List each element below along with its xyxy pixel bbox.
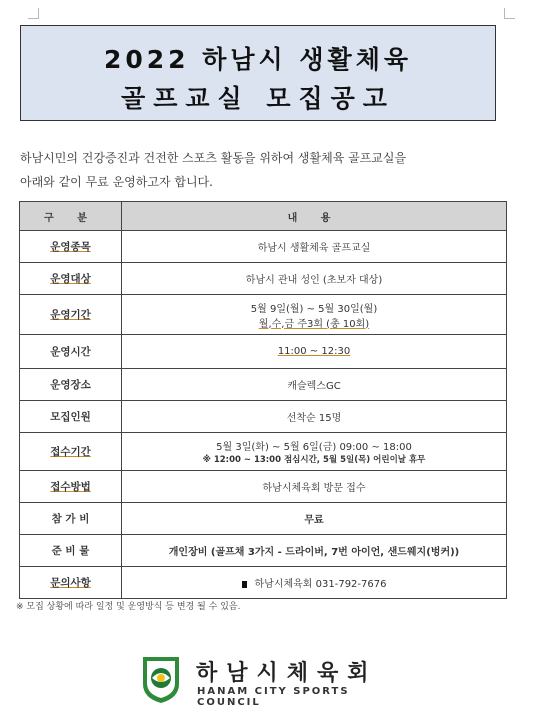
period-schedule: 월,수,금 주3회 (총 10회) xyxy=(258,318,370,330)
row-label: 운영대상 xyxy=(20,263,122,295)
row-value: 무료 xyxy=(122,503,507,535)
title-box xyxy=(20,25,496,121)
row-label: 접수기간 xyxy=(20,433,122,471)
intro-line-2: 아래와 같이 무료 운영하고자 합니다. xyxy=(20,175,213,189)
intro-line-1: 하남시민의 건강증진과 건전한 스포츠 활동을 위하여 생활체육 골프교실을 xyxy=(20,151,407,165)
row-reception xyxy=(20,433,507,471)
row-value: 하남시체육회 방문 접수 xyxy=(122,471,507,503)
title-line-2: 골프교실 모집공고 xyxy=(121,84,395,113)
row-label: 모집인원 xyxy=(20,401,122,433)
row-value: 하남시 생활체육 골프교실 xyxy=(122,231,507,263)
row-value: 하남시 관내 성인 (초보자 대상) xyxy=(122,263,507,295)
reception-dates: 5월 3일(화) ~ 5월 6일(금) 09:00 ~ 18:00 xyxy=(216,442,412,453)
row-label: 운영시간 xyxy=(20,335,122,369)
title-line-1: 2022 하남시 생활체육 xyxy=(103,45,413,74)
row-label: 참 가 비 xyxy=(20,503,122,535)
row-method xyxy=(20,471,507,503)
table-header-row xyxy=(20,202,507,231)
row-label: 운영종목 xyxy=(20,231,122,263)
row-value: 캐슬렉스GC xyxy=(122,369,507,401)
contact-text: 하남시체육회 031-792-7676 xyxy=(254,579,387,590)
row-place xyxy=(20,369,507,401)
row-contact xyxy=(20,567,507,599)
row-value xyxy=(122,433,507,471)
row-time xyxy=(20,335,507,369)
row-label: 운영장소 xyxy=(20,369,122,401)
row-fee xyxy=(20,503,507,535)
row-value xyxy=(122,567,507,599)
intro-text xyxy=(20,146,500,194)
info-table xyxy=(19,201,507,599)
header-label: 구 분 xyxy=(20,202,122,231)
square-bullet-icon xyxy=(242,581,247,588)
row-value: 11:00 ~ 12:30 xyxy=(122,335,507,369)
row-label: 준 비 물 xyxy=(20,535,122,567)
row-value: 개인장비 (골프채 3가지 - 드라이버, 7번 아이언, 샌드웨지(벙커)) xyxy=(122,535,507,567)
footnote: ※ 모집 상황에 따라 일정 및 운영방식 등 변경 될 수 있음. xyxy=(16,602,241,612)
sports-council-emblem-icon xyxy=(140,654,182,704)
row-period xyxy=(20,295,507,335)
period-dates: 5월 9일(월) ~ 5월 30일(월) xyxy=(250,303,378,315)
row-label: 접수방법 xyxy=(20,471,122,503)
reception-note: ※ 12:00 ~ 13:00 점심시간, 5월 5일(목) 어린이날 휴무 xyxy=(202,455,426,465)
org-name-korean: 하남시체육회 xyxy=(196,661,378,686)
row-value: 선착순 15명 xyxy=(122,401,507,433)
crop-mark-right xyxy=(504,8,515,19)
row-value xyxy=(122,295,507,335)
crop-mark-left xyxy=(28,8,39,19)
row-items xyxy=(20,535,507,567)
row-capacity xyxy=(20,401,507,433)
row-type xyxy=(20,231,507,263)
footer-logo xyxy=(140,654,400,706)
row-label: 문의사항 xyxy=(20,567,122,599)
row-label: 운영기간 xyxy=(20,295,122,335)
row-target xyxy=(20,263,507,295)
header-value: 내 용 xyxy=(122,202,507,231)
org-name-english: HANAM CITY SPORTS COUNCIL xyxy=(197,686,350,708)
